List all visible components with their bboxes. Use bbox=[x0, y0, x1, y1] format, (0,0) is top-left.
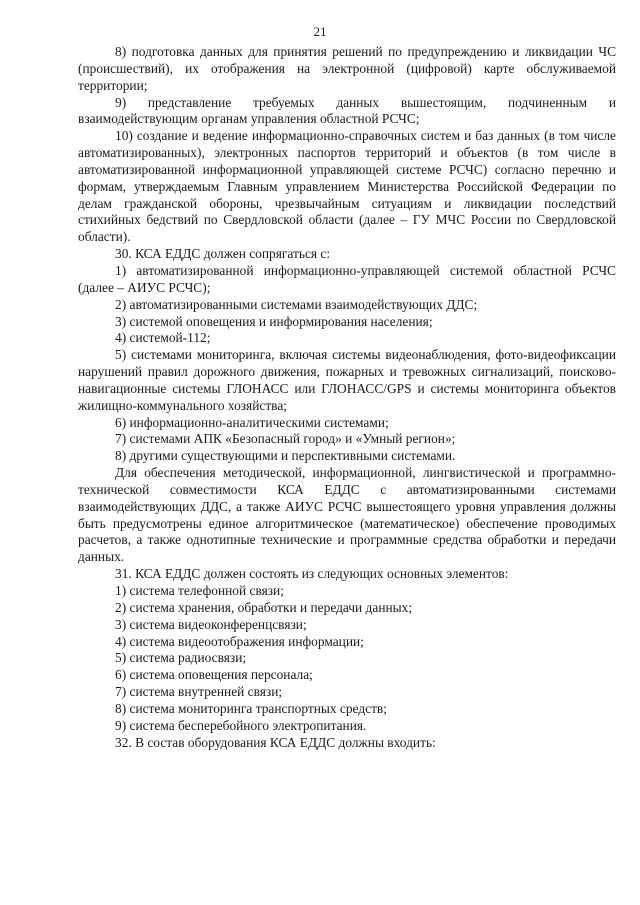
list-item: 6) система оповещения персонала; bbox=[115, 667, 313, 683]
section-31-heading: 31. КСА ЕДДС должен состоять из следующих основных элементов: bbox=[115, 566, 509, 582]
paragraph-item-10-databases: 10) создание и ведение информационно-справочных систем и баз данных (в том числе автоматизированных), электронных паспортов территорий и объектов (в том числе в автоматизированной информационной управляющей системе РСЧС) согласно перечню и формам, утверждаемым Главным управлением Министерства Российской Федерации по делам гражданской обороны, чрезвычайным ситуациям и ликвидации последствий стихийных бедствий по Свердловской области (далее – ГУ МЧС России по Свердловской области). bbox=[78, 128, 616, 245]
list-item: 8) система мониторинга транспортных средств; bbox=[115, 700, 387, 716]
paragraph-compatibility: Для обеспечения методической, информационной, лингвистической и программно-технической совместимости КСА ЕДДС с автоматизированными системами взаимодействующих ДДС, а также АИУС РСЧС вышестоящего уровня управления должны быть предусмотрены единое алгоритмическое (математическое) обеспечение проводимых расчетов, а также однотипные технические и программные средства обработки и передачи данных. bbox=[78, 465, 616, 565]
list-item: 4) система видеоотображения информации; bbox=[115, 633, 364, 649]
list-item: 1) система телефонной связи; bbox=[115, 583, 284, 598]
list-item: 5) системами мониторинга, включая системы видеонаблюдения, фото-видеофиксации нарушений правил дорожного движения, пожарных и тревожных сигнализаций, поисково-навигационные системы ГЛОНАСС или ГЛОНАСС/GPS и системы мониторинга объектов жилищно-коммунального хозяйства; bbox=[78, 347, 616, 413]
section-30-heading: 30. КСА ЕДДС должен сопрягаться с: bbox=[115, 246, 331, 262]
paragraph-item-9-reporting: 9) представление требуемых данных вышестоящим, подчиненным и взаимодействующим органам управления областной РСЧС; bbox=[78, 94, 616, 127]
list-item: 9) система бесперебойного электропитания. bbox=[115, 717, 367, 733]
list-item: 2) автоматизированными системами взаимодействующих ДДС; bbox=[115, 296, 478, 312]
list-item: 3) система видеоконференцсвязи; bbox=[115, 616, 307, 632]
list-item: 7) система внутренней связи; bbox=[115, 684, 283, 700]
list-item: 8) другими существующими и перспективными системами. bbox=[115, 448, 456, 464]
list-item: 1) автоматизированной информационно-управляющей системой областной РСЧС (далее – АИУС РСЧС); bbox=[78, 262, 616, 295]
list-item: 3) системой оповещения и информирования населения; bbox=[115, 313, 433, 329]
list-item: 5) система радиосвязи; bbox=[115, 650, 247, 666]
page-number: 21 bbox=[313, 24, 327, 39]
document-body bbox=[78, 44, 616, 751]
section-32-heading: 32. В состав оборудования КСА ЕДДС должны входить: bbox=[115, 734, 436, 750]
paragraph-item-8-prep-data: 8) подготовка данных для принятия решений по предупреждению и ликвидации ЧС (происшествий), их отображения на электронной (цифровой) карте обслуживаемой территории; bbox=[78, 44, 616, 93]
list-item: 6) информационно-аналитическими системами; bbox=[115, 414, 389, 430]
list-item: 7) системами АПК «Безопасный город» и «Умный регион»; bbox=[115, 431, 456, 447]
list-item: 4) системой-112; bbox=[115, 330, 211, 346]
list-item: 2) система хранения, обработки и передачи данных; bbox=[115, 599, 413, 615]
